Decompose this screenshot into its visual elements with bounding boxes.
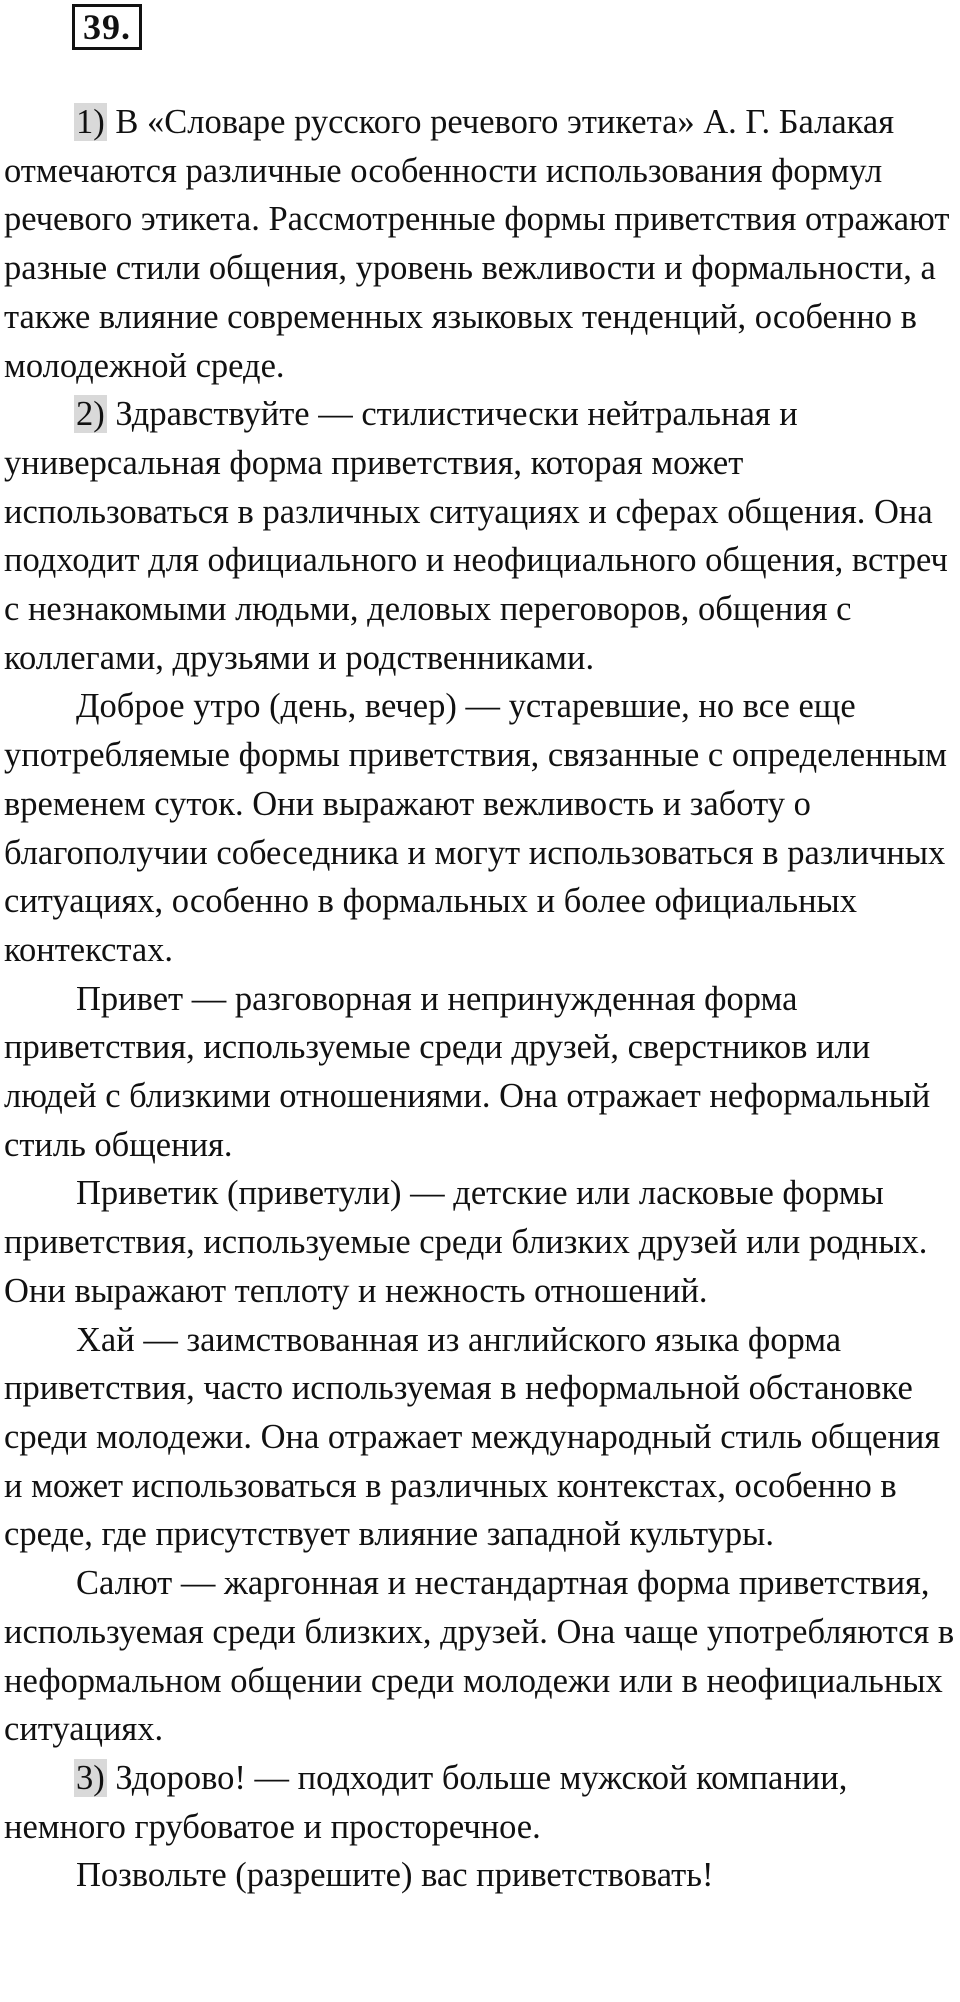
marker-3: 3) — [76, 1758, 105, 1797]
task-number-box: 39. — [72, 4, 142, 50]
paragraph-8 — [4, 1754, 956, 1851]
paragraph-1 — [4, 98, 956, 390]
paragraph-9 — [4, 1851, 956, 1900]
paragraph-3 — [4, 682, 956, 974]
paragraph-text: Здорово! — подходит больше мужской компании, немного грубоватое и просторечное. — [4, 1758, 848, 1846]
marker-1: 1) — [76, 103, 105, 141]
paragraph-text: Хай — заимствованная из английского языка форма приветствия, часто используемая в неформальной обстановке среди молодежи. Она отражает международный стиль общения и может использоваться в различных контекстах, особенно в среде, где присутствует влияние западной культуры. — [4, 1320, 941, 1554]
text-body — [4, 98, 956, 1900]
paragraph-text: В «Словаре русского речевого этикета» А. Г. Балакая отмечаются различные особенности использования формул речевого этикета. Рассмотренные формы приветствия отражают разные стили общения, уровень вежливости и формальности, а также влияние современных языковых тенденций, особенно в молодежной среде. — [4, 103, 950, 385]
paragraph-text: Здравствуйте — стилистически нейтральная и универсальная форма приветствия, которая может использоваться в различных ситуациях и сферах общения. Она подходит для официального и неофициального общения, встреч с незнакомыми людьми, деловых переговоров, общения с коллегами, друзьями и родственниками. — [4, 395, 948, 677]
paragraph-7 — [4, 1559, 956, 1754]
paragraph-text: Салют — жаргонная и нестандартная форма приветствия, используемая среди близких, друзей. Она чаще употребляются в неформальном общении среди молодежи или в неофициальных ситуациях. — [4, 1564, 955, 1749]
marker-2: 2) — [76, 395, 105, 434]
paragraph-4 — [4, 975, 956, 1170]
paragraph-2 — [4, 390, 956, 682]
paragraph-text: Приветик (приветули) — детские или ласковые формы приветствия, используемые среди близких друзей или родных. Они выражают теплоту и нежность отношений. — [4, 1174, 928, 1310]
paragraph-5 — [4, 1169, 956, 1315]
paragraph-text: Привет — разговорная и непринужденная форма приветствия, используемые среди друзей, сверстников или людей с близкими отношениями. Она отражает неформальный стиль общения. — [4, 979, 931, 1164]
paragraph-text: Доброе утро (день, вечер) — устаревшие, но все еще употребляемые формы приветствия, связанные с определенным временем суток. Они выражают вежливость и заботу о благополучии собеседника и могут использоваться в различных ситуациях, особенно в формальных и более официальных контекстах. — [4, 687, 948, 969]
paragraph-text: Позвольте (разрешите) вас приветствовать! — [76, 1856, 714, 1895]
paragraph-6 — [4, 1316, 956, 1560]
